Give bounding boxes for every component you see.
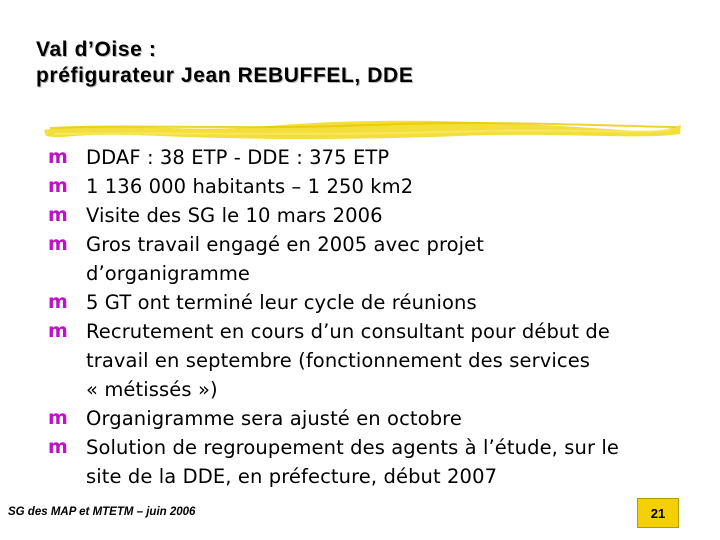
bullet-icon: m [48, 436, 68, 458]
bullet-item [48, 433, 668, 491]
bullet-icon: m [48, 320, 68, 342]
bullet-text: site de la DDE, en préfecture, début 2007 [86, 465, 498, 488]
bullet-text: d’organigramme [86, 262, 251, 285]
bullet-icon: m [48, 407, 68, 429]
bullet-text: DDAF : 38 ETP - DDE : 375 ETP [86, 146, 390, 169]
bullet-icon: m [48, 175, 68, 197]
bullet-item [48, 201, 668, 230]
highlighter-stroke [40, 114, 685, 146]
bullet-text: 1 136 000 habitants – 1 250 km2 [86, 175, 414, 198]
bullet-text: Organigramme sera ajusté en octobre [86, 407, 462, 430]
bullet-item [48, 143, 668, 172]
bullet-icon: m [48, 204, 68, 226]
bullet-text: « métissés ») [86, 378, 218, 401]
bullet-item [48, 230, 668, 288]
bullet-icon: m [48, 146, 68, 168]
bullet-item [48, 317, 668, 404]
bullet-text: Visite des SG le 10 mars 2006 [86, 204, 383, 227]
slide-title-line-2: préfigurateur Jean REBUFFEL, DDE [36, 64, 414, 87]
page-number: 21 [650, 505, 666, 521]
bullet-text: Solution de regroupement des agents à l’étude, sur le [86, 436, 620, 459]
footer-text: SG des MAP et MTETM – juin 2006 [8, 506, 196, 518]
bullet-text: 5 GT ont terminé leur cycle de réunions [86, 291, 477, 314]
bullet-item [48, 288, 668, 317]
slide-title-line-1: Val d’Oise : [36, 38, 157, 61]
bullet-text: Recrutement en cours d’un consultant pour début de [86, 320, 610, 343]
bullet-item [48, 404, 668, 433]
bullet-list [48, 143, 668, 491]
page-number-badge [637, 498, 679, 528]
bullet-icon: m [48, 291, 68, 313]
bullet-text: Gros travail engagé en 2005 avec projet [86, 233, 485, 256]
bullet-icon: m [48, 233, 68, 255]
bullet-text: travail en septembre (fonctionnement des services [86, 349, 591, 372]
bullet-item [48, 172, 668, 201]
